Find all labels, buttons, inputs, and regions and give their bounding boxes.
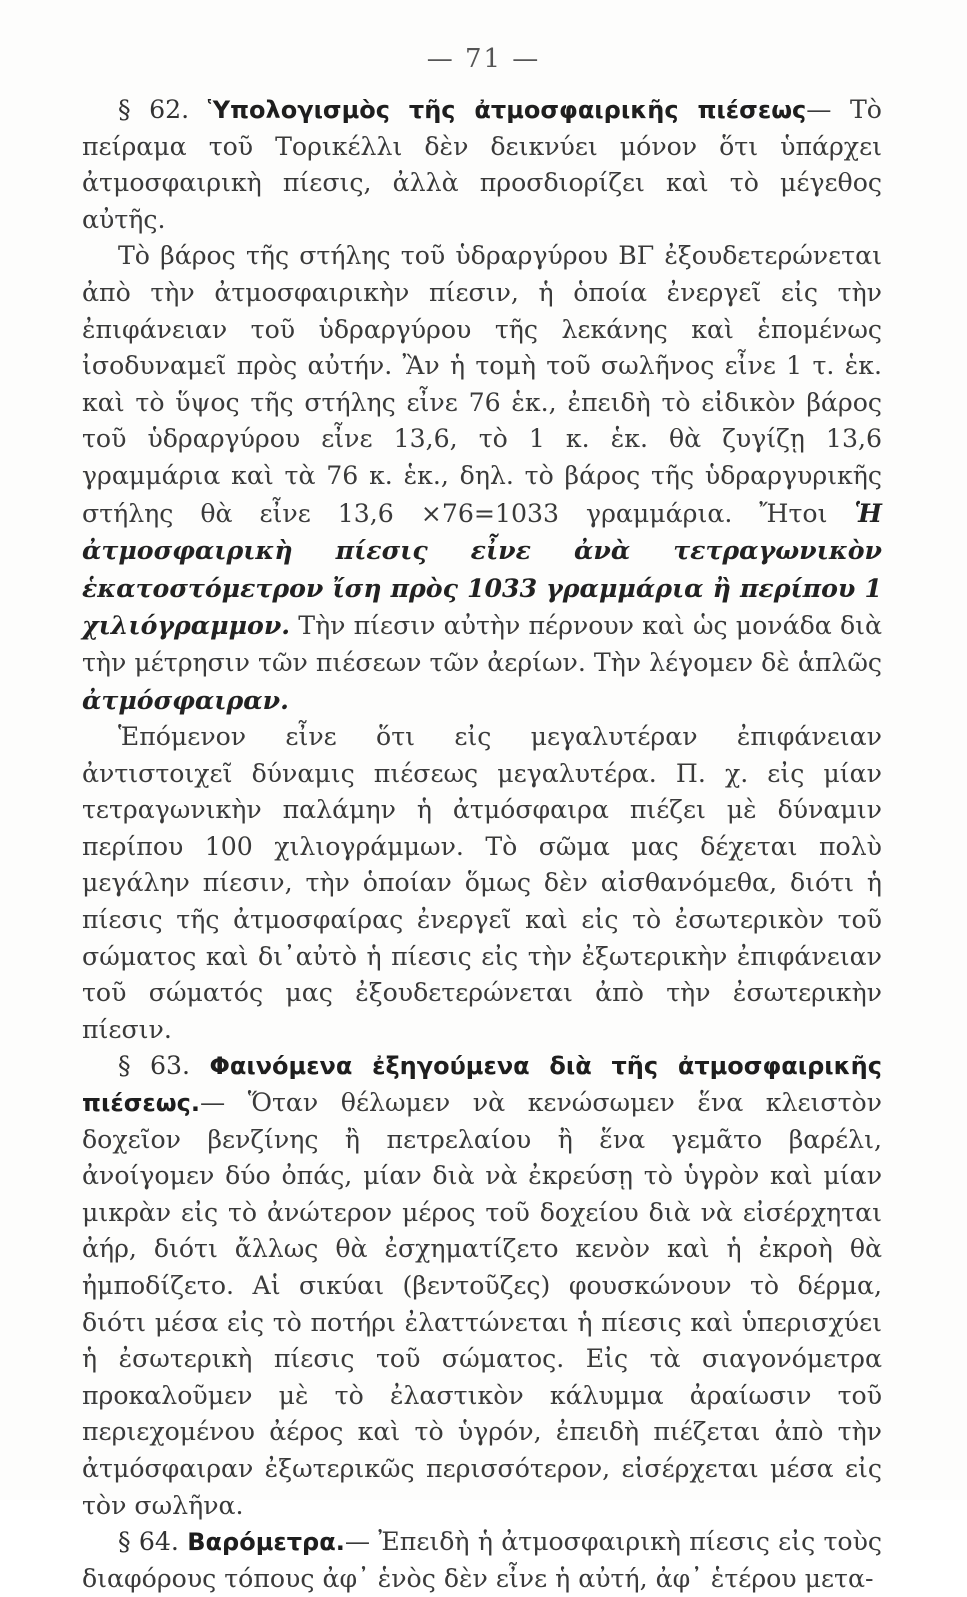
section-62-paragraph-2 xyxy=(82,238,882,719)
section-63-number: § 63. xyxy=(118,1051,191,1081)
section-62-paragraph-1 xyxy=(82,92,882,238)
section-62-emphasis: Ἡ ἀτμοσφαιρικὴ πίεσις εἶνε ἀνὰ τετραγωνικὸν ἑκατοστόμετρον ἴση πρὸς 1033 γραμμάρια ἢ περίπου 1 χιλιόγραμμον. xyxy=(82,497,882,641)
page-number: — 71 — xyxy=(426,44,541,74)
section-62-number: § 62. xyxy=(118,95,190,124)
section-64-title: Βαρόμετρα. xyxy=(187,1528,345,1557)
section-64-paragraph-1 xyxy=(82,1524,882,1597)
section-63-text-1: — Ὅταν θέλωμεν νὰ κενώσωμεν ἕνα κλειστὸν δοχεῖον βενζίνης ἢ πετρελαίου ἢ ἕνα γεμᾶτο βαρέλι, ἀνοίγομεν δύο ὀπάς, μίαν διὰ νὰ ἐκρεύσῃ τὸ ὑγρὸν καὶ μίαν μικρὰν εἰς τὸ ἀνώτερον μέρος τοῦ δοχείου διὰ νὰ εἰσέρχηται ἀήρ, διότι ἄλλως θὰ ἐσχηματίζετο κενὸν καὶ ἡ ἐκροὴ θὰ ἠμποδίζετο. Αἱ σικύαι (βεντοῦζες) φουσκώνουν τὸ δέρμα, διότι μέσα εἰς τὸ ποτήρι ἐλαττώνεται ἡ πίεσις καὶ ὑπερισχύει ἡ ἐσωτερικὴ πίεσις τοῦ σώματος. Εἰς τὰ σιαγονόμετρα προκαλοῦμεν μὲ τὸ ἐλαστικὸν κάλυμμα ἀραίωσιν τοῦ περιεχομένου ἀέρος καὶ τὸ ὑγρόν, ἐπειδὴ πιέζεται ἀπὸ τὴν ἀτμόσφαιραν ἐξωτερικῶς περισσότερον, εἰσέρχεται μέσα εἰς τὸν σωλῆνα. xyxy=(82,1088,882,1520)
section-62-term: ἀτμόσφαιραν. xyxy=(82,684,289,715)
section-62-text-2a: Τὸ βάρος τῆς στήλης τοῦ ὑδραργύρου ΒΓ ἐξουδετερώνεται ἀπὸ τὴν ἀτμοσφαιρικὴν πίεσιν, ἡ ὁποία ἐνεργεῖ εἰς τὴν ἐπιφάνειαν τοῦ ὑδραργύρου τῆς λεκάνης καὶ ἑπομένως ἰσοδυναμεῖ πρὸς αὐτήν. Ἂν ἡ τομὴ τοῦ σωλῆνος εἶνε 1 τ. ἑκ. καὶ τὸ ὕψος τῆς στήλης εἶνε 76 ἑκ., ἐπειδὴ τὸ εἰδικὸν βάρος τοῦ ὑδραργύρου εἶνε 13,6, τὸ 1 κ. ἑκ. θὰ ζυγίζῃ 13,6 γραμμάρια καὶ τὰ 76 κ. ἑκ., δηλ. τὸ βάρος τῆς ὑδραργυρικῆς στήλης θὰ εἶνε 13,6 ×76=1033 γραμμάρια. Ἤτοι xyxy=(82,241,882,528)
section-62-text-1: — Τὸ πείραμα τοῦ Τορικέλλι δὲν δεικνύει μόνον ὅτι ὑπάρχει ἀτμοσφαιρικὴ πίεσις, ἀλλὰ προσδιορίζει καὶ τὸ μέγεθος αὐτῆς. xyxy=(82,95,882,234)
section-62-paragraph-3 xyxy=(82,719,882,1048)
section-62-text-2b: Τὴν πίεσιν αὐτὴν πέρνουν καὶ ὡς μονάδα διὰ τὴν μέτρησιν τῶν πιέσεων τῶν ἀερίων. Τὴν λέγομεν δὲ ἁπλῶς xyxy=(82,611,882,677)
section-62-title: Ὑπολογισμὸς τῆς ἀτμοσφαιρικῆς πιέσεως xyxy=(207,96,807,124)
section-64-number: § 64. xyxy=(118,1527,179,1557)
section-63-paragraph-1 xyxy=(82,1048,882,1524)
section-64-text-1: — Ἐπειδὴ ἡ ἀτμοσφαιρικὴ πίεσις εἰς τοὺς διαφόρους τόπους ἀφ᾽ ἑνὸς δὲν εἶνε ἡ αὐτή, ἀφ᾽ ἑτέρου μετα- xyxy=(82,1527,882,1593)
section-62-text-3: Ἑπόμενον εἶνε ὅτι εἰς μεγαλυτέραν ἐπιφάνειαν ἀντιστοιχεῖ δύναμις πιέσεως μεγαλυτέρα. Π. χ. εἰς μίαν τετραγωνικὴν παλάμην ἡ ἀτμόσφαιρα πιέζει μὲ δύναμιν περίπου 100 χιλιογράμμων. Τὸ σῶμα μας δέχεται πολὺ μεγάλην πίεσιν, τὴν ὁποίαν ὅμως δὲν αἰσθανόμεθα, διότι ἡ πίεσις τῆς ἀτμοσφαίρας ἐνεργεῖ καὶ εἰς τὸ ἐσωτερικὸν τοῦ σώματος καὶ δι᾽αὐτὸ ἡ πίεσις εἰς τὴν ἐξωτερικὴν ἐπιφάνειαν τοῦ σώματός μας ἐξουδετερώνεται ἀπὸ τὴν ἐσωτερικὴν πίεσιν. xyxy=(82,722,882,1044)
body-text xyxy=(82,92,882,1597)
section-63-title: Φαινόμενα ἐξηγούμενα διὰ τῆς ἀτμοσφαιρικῆς πιέσεως. xyxy=(82,1052,882,1118)
